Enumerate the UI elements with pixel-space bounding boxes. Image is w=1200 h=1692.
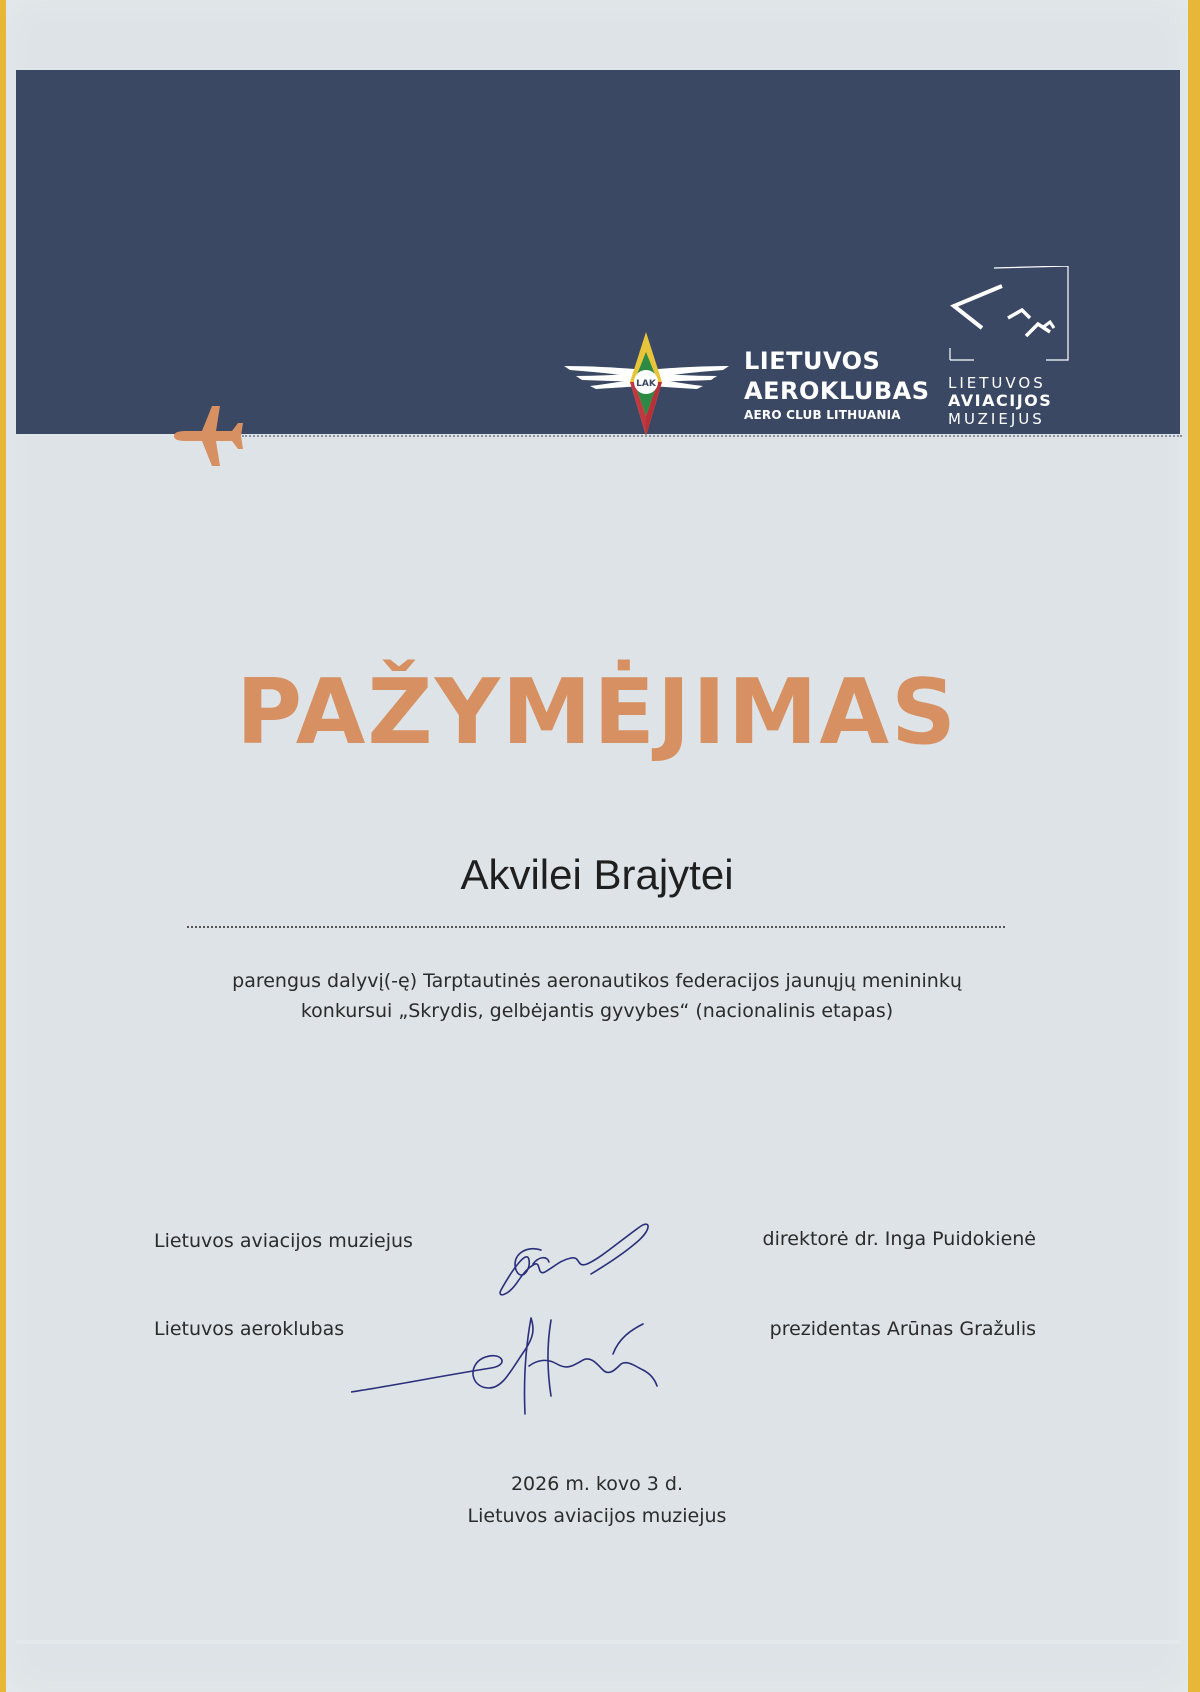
- signature-aeroclub-president: [351, 1318, 657, 1414]
- museum-logo-icon: [946, 266, 1072, 372]
- issue-date: 2026 m. kovo 3 d.: [510, 1473, 684, 1495]
- signatory-role-2: prezidentas Arūnas Gražulis: [769, 1318, 1036, 1340]
- svg-text:LAK: LAK: [636, 379, 656, 389]
- issue-info: [6, 1468, 1188, 1532]
- description-line-1: parengus dalyvį(-ę) Tarptautinės aeronautikos federacijos jaunųjų menininkų: [232, 970, 962, 992]
- aeroclub-name-line1: LIETUVOS: [744, 347, 881, 375]
- description-line-2: konkursui „Skrydis, gelbėjantis gyvybes“ (nacionalinis etapas): [300, 1000, 894, 1022]
- airplane-icon: [166, 400, 246, 470]
- signatory-role-1: direktorė dr. Inga Puidokienė: [762, 1228, 1036, 1250]
- flight-path-divider: [242, 435, 1182, 437]
- signature-museum-director: [500, 1224, 648, 1295]
- handwritten-signatures: [351, 1220, 711, 1420]
- issue-place: Lietuvos aviacijos muziejus: [467, 1505, 727, 1527]
- aeroclub-name-line2: AEROKLUBAS: [744, 377, 930, 405]
- header-banner: [16, 70, 1180, 434]
- museum-name-line3: MUZIEJUS: [948, 410, 1045, 428]
- recipient-underline: [187, 926, 1005, 928]
- certificate-description: [106, 966, 1088, 1026]
- signatory-organization-2: Lietuvos aeroklubas: [154, 1318, 345, 1340]
- aeroclub-emblem-icon: [564, 332, 729, 436]
- certificate-sheet: [6, 0, 1188, 1692]
- recipient-name: Akvilei Brajytei: [460, 851, 734, 898]
- museum-name: [948, 374, 1052, 428]
- certificate-title: PAŽYMĖJIMAS: [236, 660, 958, 765]
- museum-name-line1: LIETUVOS: [948, 374, 1046, 392]
- museum-name-line2: AVIACIJOS: [948, 391, 1053, 410]
- aeroclub-name: [744, 346, 930, 424]
- bottom-edge: [16, 1640, 1180, 1644]
- signatory-organization-1: Lietuvos aviacijos muziejus: [154, 1230, 413, 1252]
- aeroclub-name-english: AERO CLUB LITHUANIA: [744, 408, 901, 422]
